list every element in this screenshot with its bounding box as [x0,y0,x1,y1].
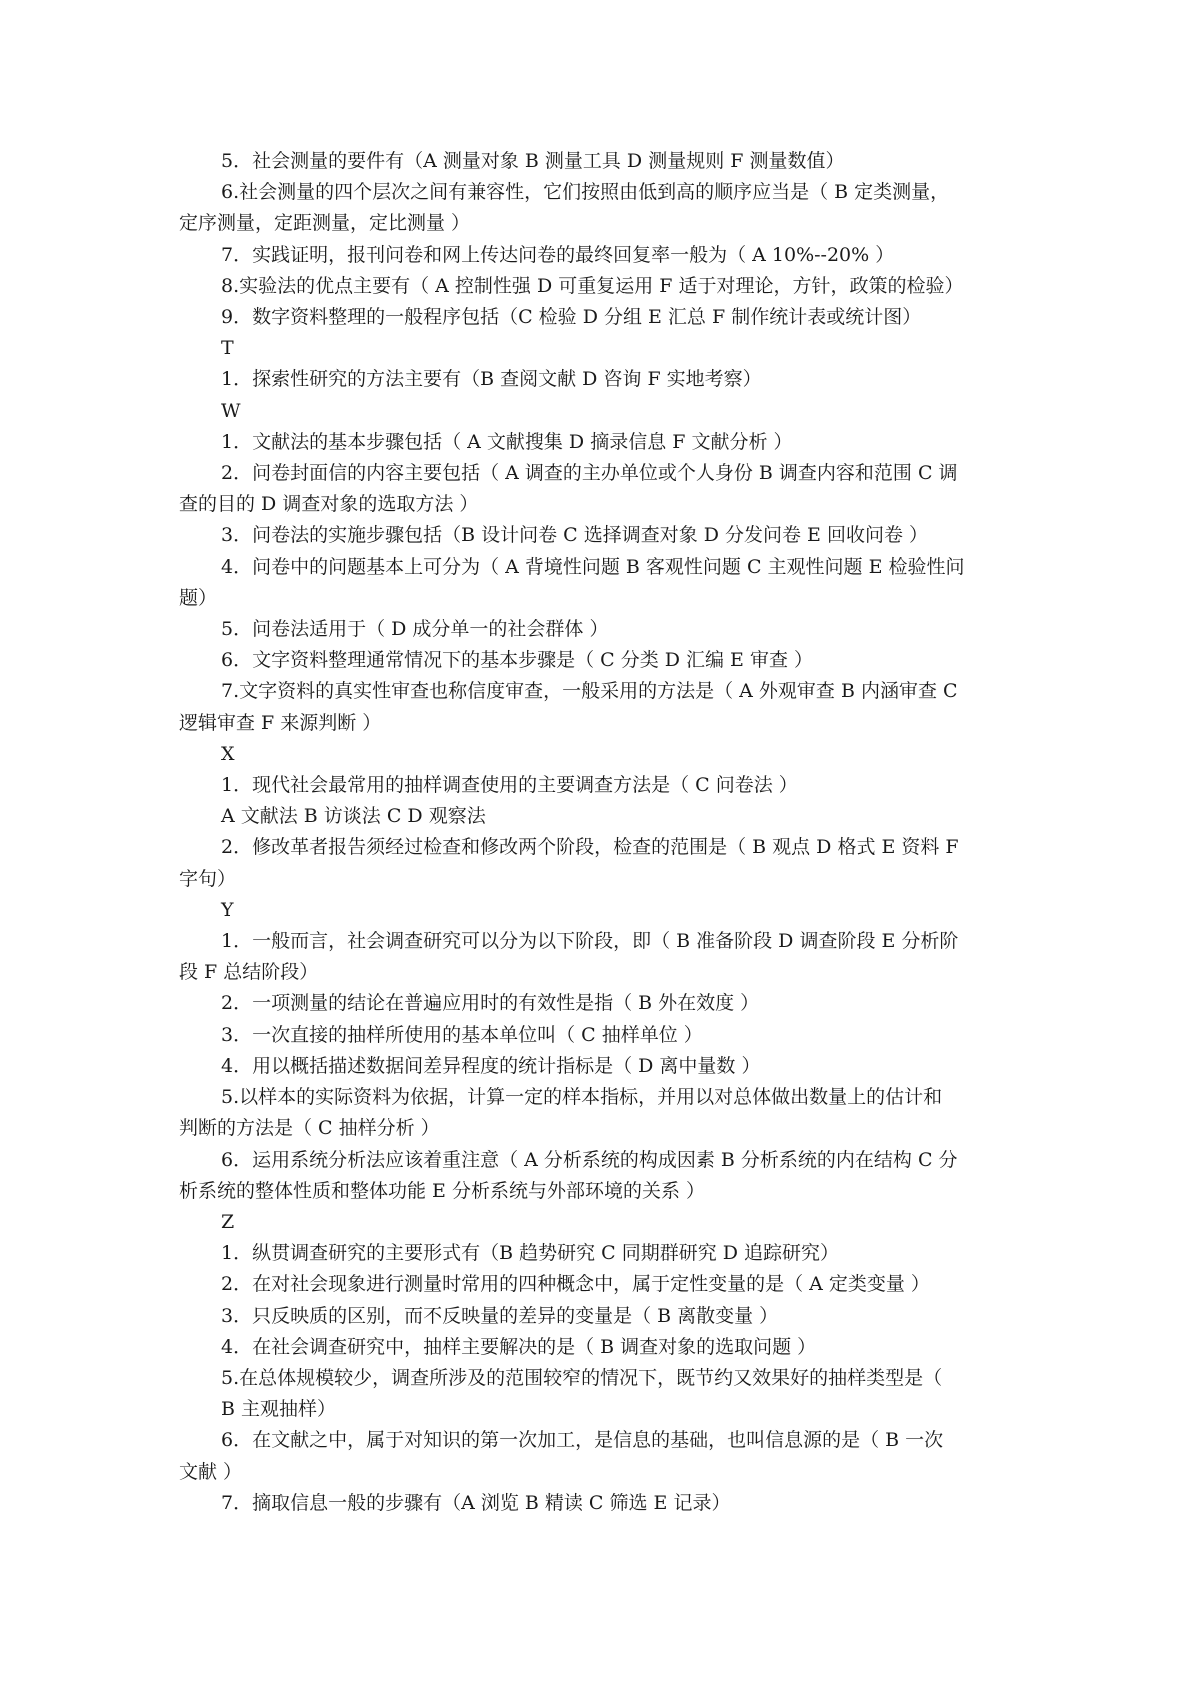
text-line: 5.在总体规模较少，调查所涉及的范围较窄的情况下，既节约又效果好的抽样类型是（ [221,1366,943,1389]
section-letter: X [221,742,235,765]
text-line: 8.实验法的优点主要有（ A 控制性强 D 可重复运用 F 适于对理论，方针，政策的检验） [221,274,964,297]
text-line: 6.社会测量的四个层次之间有兼容性，它们按照由低到高的顺序应当是（ B 定类测量， [221,181,950,204]
text-line: 1．探索性研究的方法主要有（B 查阅文献 D 咨询 F 实地考察） [221,368,762,391]
text-line: 1．一般而言，社会调查研究可以分为以下阶段，即（ B 准备阶段 D 调查阶段 E 分析阶 [221,930,959,953]
text-line: 2．问卷封面信的内容主要包括（ A 调查的主办单位或个人身份 B 调查内容和范围 C 调 [221,462,958,485]
text-line: 6．运用系统分析法应该着重注意（ A 分析系统的构成因素 B 分析系统的内在结构 C 分 [221,1148,958,1171]
text-line: 5．社会测量的要件有（A 测量对象 B 测量工具 D 测量规则 F 测量数值） [221,150,845,172]
text-line: A 文献法 B 访谈法 C D 观察法 [221,805,486,828]
section-letter: Y [221,898,234,921]
text-line: 段 F 总结阶段） [179,961,319,984]
text-line: 1．现代社会最常用的抽样调查使用的主要调查方法是（ C 问卷法 ） [221,774,798,797]
text-line: 5．问卷法适用于（ D 成分单一的社会群体 ） [221,618,609,641]
text-line: 6．在文献之中，属于对知识的第一次加工，是信息的基础，也叫信息源的是（ B 一次 [221,1429,944,1452]
text-line: 4．问卷中的问题基本上可分为（ A 背境性问题 B 客观性问题 C 主观性问题 E 检验性问 [221,555,965,578]
text-line: 查的目的 D 调查对象的选取方法 ） [179,493,479,516]
text-line: 析系统的整体性质和整体功能 E 分析系统与外部环境的关系 ） [179,1179,705,1202]
text-line: 1．文献法的基本步骤包括（ A 文献搜集 D 摘录信息 F 文献分析 ） [221,430,793,453]
text-line: 4．在社会调查研究中，抽样主要解决的是（ B 调查对象的选取问题 ） [221,1335,817,1358]
text-line: 2．一项测量的结论在普遍应用时的有效性是指（ B 外在效度 ） [221,992,760,1015]
text-line: 3．一次直接的抽样所使用的基本单位叫（ C 抽样单位 ） [221,1023,703,1046]
text-line: 3．问卷法的实施步骤包括（B 设计问卷 C 选择调查对象 D 分发问卷 E 回收问卷 ） [221,524,929,547]
text-line: 4．用以概括描述数据间差异程度的统计指标是（ D 离中量数 ） [221,1054,761,1077]
section-letter: Z [221,1210,235,1233]
text-line: 逻辑审查 F 来源判断 ） [179,711,382,734]
text-line: 1．纵贯调查研究的主要形式有（B 趋势研究 C 同期群研究 D 追踪研究） [221,1242,840,1265]
text-line: 判断的方法是（ C 抽样分析 ） [179,1117,440,1140]
text-line: 2．修改革者报告须经过检查和修改两个阶段，检查的范围是（ B 观点 D 格式 E 资料 F [221,836,959,859]
text-line: 定序测量，定距测量，定比测量 ） [179,212,471,235]
text-line: 字句） [179,867,237,890]
text-line: 2．在对社会现象进行测量时常用的四种概念中，属于定性变量的是（ A 定类变量 ） [221,1273,930,1296]
text-line: 9．数字资料整理的一般程序包括（C 检验 D 分组 E 汇总 F 制作统计表或统计图） [221,306,922,329]
text-line: 文献 ） [179,1460,243,1483]
text-line: 6．文字资料整理通常情况下的基本步骤是（ C 分类 D 汇编 E 审查 ） [221,649,814,672]
document-body [179,146,1019,1519]
text-line: 题） [179,586,218,609]
text-line: 7.文字资料的真实性审查也称信度审查，一般采用的方法是（ A 外观审查 B 内涵审查 C [221,680,958,703]
section-letter: W [221,399,241,422]
text-line: 7．摘取信息一般的步骤有（A 浏览 B 精读 C 筛选 E 记录） [221,1491,731,1514]
text-line: 3．只反映质的区别，而不反映量的差异的变量是（ B 离散变量 ） [221,1304,779,1327]
text-line: B 主观抽样） [221,1398,337,1421]
section-letter: T [221,337,234,360]
text-line: 7．实践证明，报刊问卷和网上传达问卷的最终回复率一般为（ A 10%--20% ） [221,243,895,266]
text-line: 5.以样本的实际资料为依据，计算一定的样本指标，并用以对总体做出数量上的估计和 [221,1086,943,1109]
